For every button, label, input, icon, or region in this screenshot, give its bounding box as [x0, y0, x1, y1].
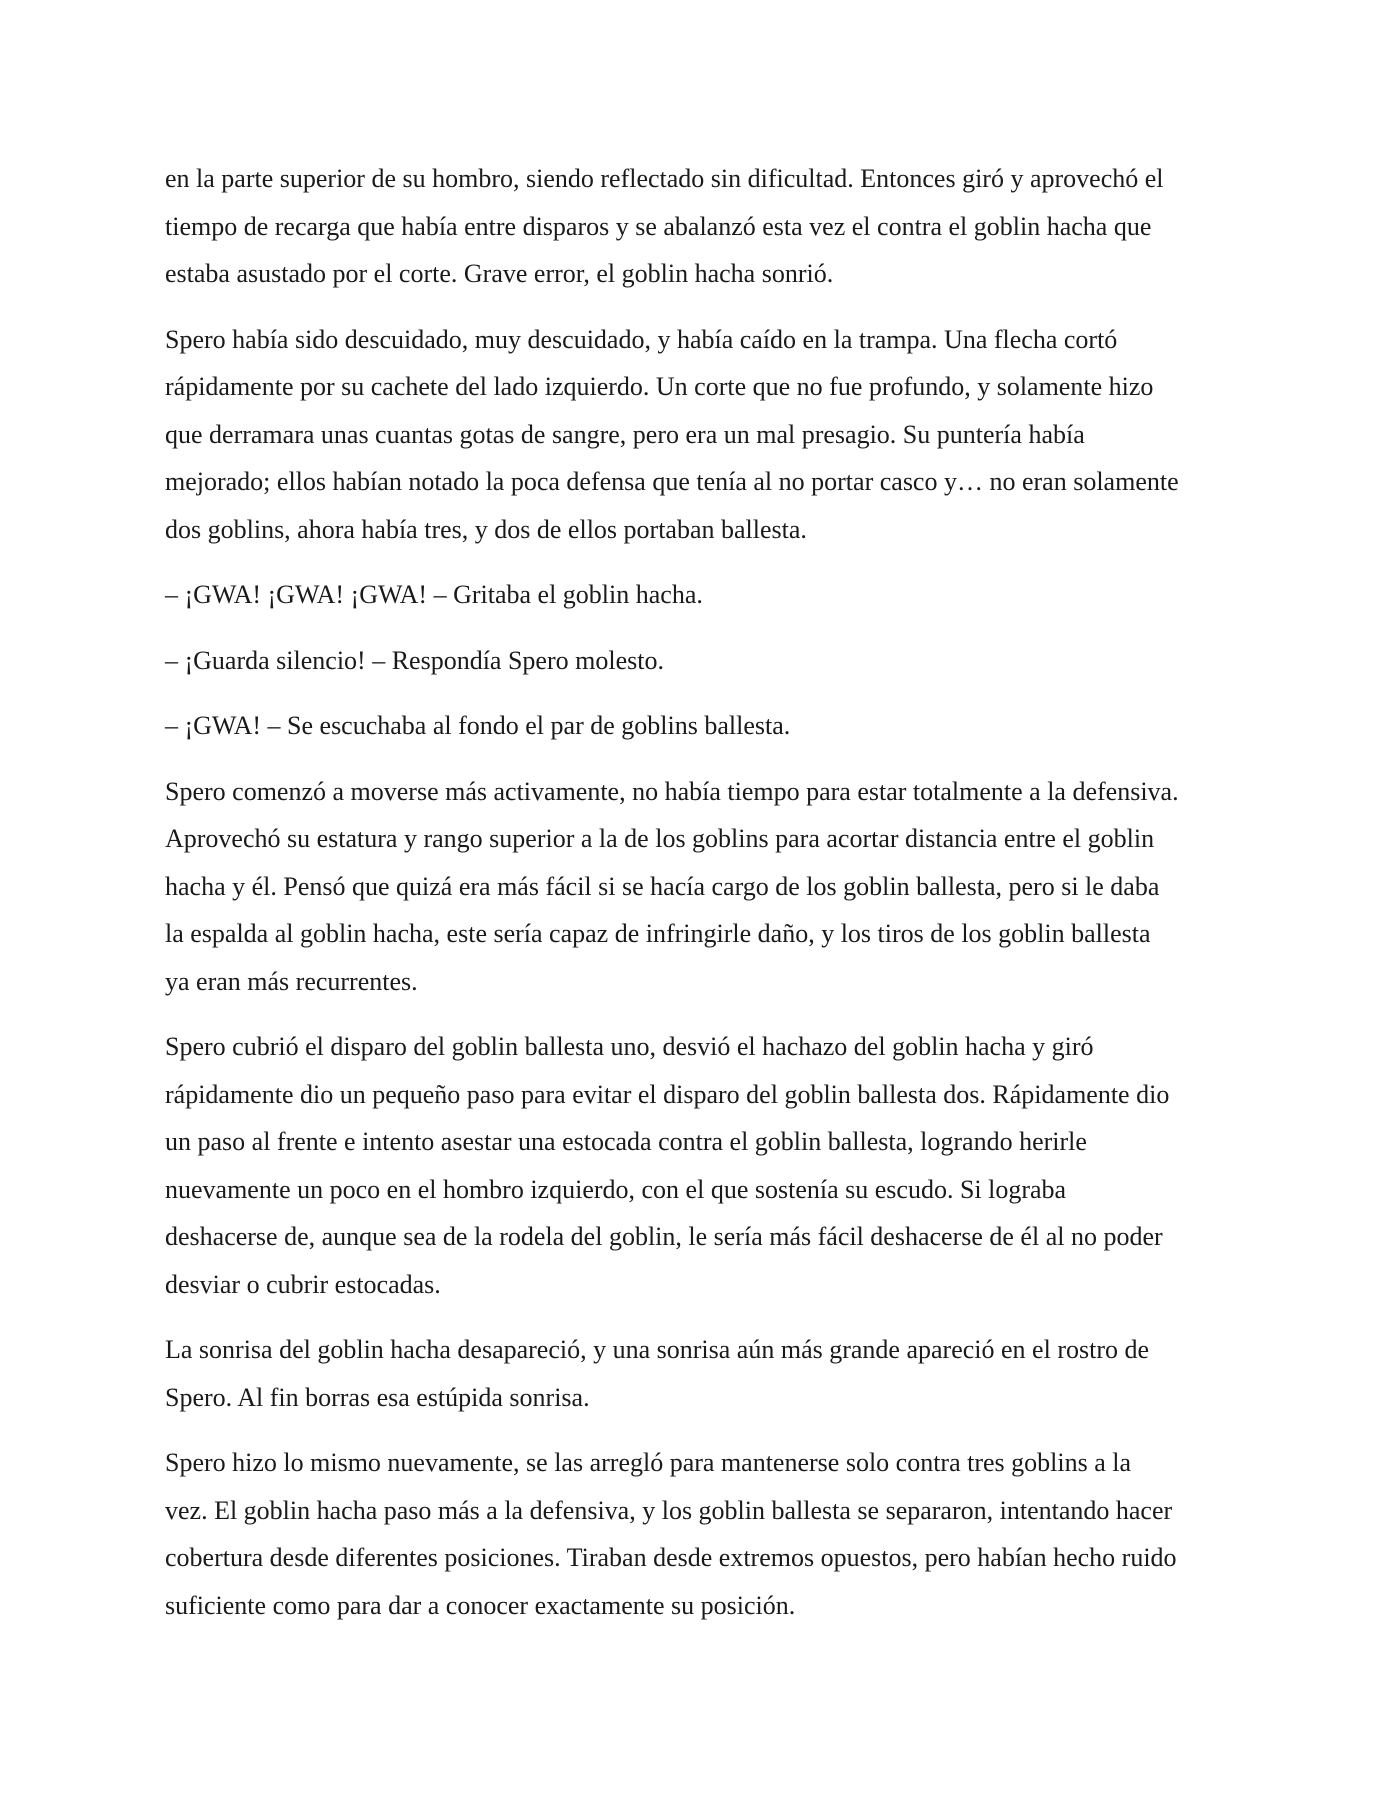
text-line: Spero. Al fin borras esa estúpida sonrisa. — [165, 1382, 590, 1412]
paragraph — [165, 1023, 1240, 1308]
text-line: rápidamente por su cachete del lado izquierdo. Un corte que no fue profundo, y solamente hizo — [165, 372, 1154, 401]
text-line: – ¡Guarda silencio! – Respondía Spero molesto. — [165, 645, 664, 675]
dialogue-line — [165, 702, 1240, 750]
body-text — [165, 155, 1240, 1647]
text-line: dos goblins, ahora había tres, y dos de ellos portaban ballesta. — [165, 514, 807, 544]
paragraph — [165, 1439, 1240, 1629]
dialogue-line — [165, 571, 1240, 619]
text-line: vez. El goblin hacha paso más a la defensiva, y los goblin ballesta se separaron, intentando hacer — [165, 1495, 1173, 1525]
text-line: Spero hizo lo mismo nuevamente, se las arregló para mantenerse solo contra tres goblins a la — [165, 1448, 1132, 1477]
text-line: que derramara unas cuantas gotas de sangre, pero era un mal presagio. Su puntería había — [165, 419, 1085, 449]
text-line: ya eran más recurrentes. — [165, 966, 418, 996]
text-line: – ¡GWA! – Se escuchaba al fondo el par de goblins ballesta. — [165, 711, 791, 740]
text-line: nuevamente un poco en el hombro izquierdo, con el que sostenía su escudo. Si lograba — [165, 1174, 1067, 1204]
paragraph — [165, 768, 1240, 1006]
text-line: rápidamente dio un pequeño paso para evitar el disparo del goblin ballesta dos. Rápidamente dio — [165, 1079, 1170, 1109]
text-line: un paso al frente e intento asestar una estocada contra el goblin ballesta, logrando herirle — [165, 1127, 1087, 1156]
text-line: La sonrisa del goblin hacha desapareció, y una sonrisa aún más grande apareció en el rostro de — [165, 1335, 1150, 1364]
text-line: – ¡GWA! ¡GWA! ¡GWA! – Gritaba el goblin hacha. — [165, 580, 703, 609]
text-line: la espalda al goblin hacha, este sería capaz de infringirle daño, y los tiros de los goblin ballesta — [165, 919, 1151, 948]
paragraph — [165, 155, 1240, 298]
text-line: Spero cubrió el disparo del goblin ballesta uno, desvió el hachazo del goblin hacha y giró — [165, 1032, 1094, 1061]
dialogue-line — [165, 637, 1240, 685]
text-line: estaba asustado por el corte. Grave error, el goblin hacha sonrió. — [165, 259, 834, 288]
text-line: hacha y él. Pensó que quizá era más fácil si se hacía cargo de los goblin ballesta, pero si le daba — [165, 871, 1160, 901]
text-line: suficiente como para dar a conocer exactamente su posición. — [165, 1590, 796, 1620]
text-line: tiempo de recarga que había entre disparos y se abalanzó esta vez el contra el goblin hacha que — [165, 211, 1152, 241]
text-line: en la parte superior de su hombro, siendo reflectado sin dificultad. Entonces giró y aprovechó el — [165, 164, 1164, 193]
text-line: Aprovechó su estatura y rango superior a la de los goblins para acortar distancia entre el goblin — [165, 824, 1155, 853]
paragraph — [165, 316, 1240, 554]
text-line: Spero comenzó a moverse más activamente, no había tiempo para estar totalmente a la defensiva. — [165, 776, 1179, 806]
text-line: mejorado; ellos habían notado la poca defensa que tenía al no portar casco y… no eran solamente — [165, 467, 1179, 496]
text-line: cobertura desde diferentes posiciones. Tiraban desde extremos opuestos, pero habían hecho ruido — [165, 1543, 1177, 1572]
text-line: deshacerse de, aunque sea de la rodela del goblin, le sería más fácil deshacerse de él al no poder — [165, 1222, 1163, 1251]
paragraph — [165, 1326, 1240, 1421]
text-line: desviar o cubrir estocadas. — [165, 1269, 441, 1299]
text-line: Spero había sido descuidado, muy descuidado, y había caído en la trampa. Una flecha cortó — [165, 324, 1118, 354]
